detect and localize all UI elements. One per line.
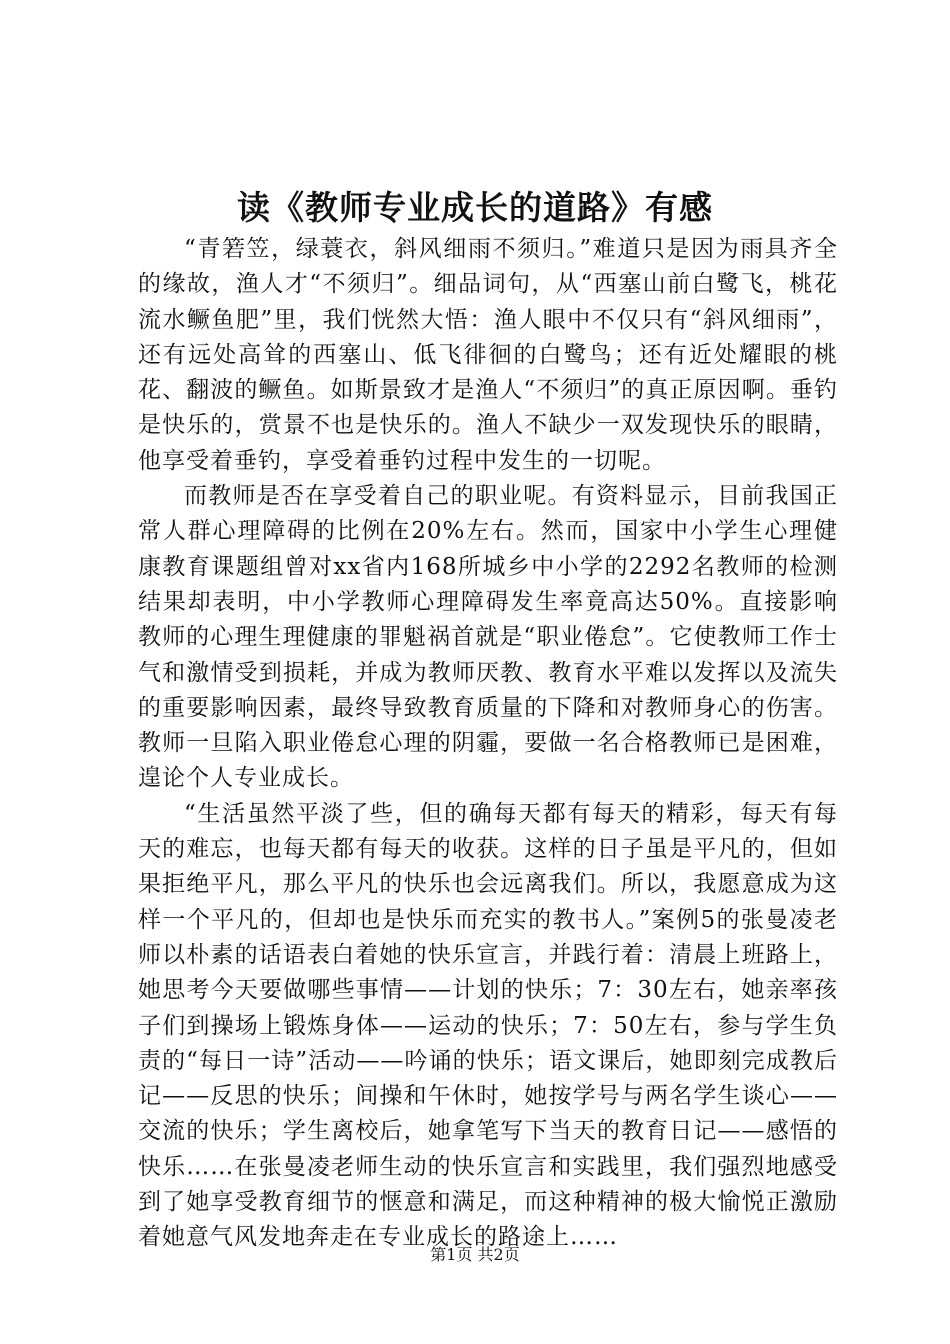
document-body — [138, 232, 838, 1256]
page-footer: 第1页 共2页 — [430, 1245, 520, 1264]
paragraph-2: 而教师是否在享受着自己的职业呢。有资料显示，目前我国正常人群心理障碍的比例在20%左右。然而，国家中小学生心理健康教育课题组曾对xx省内168所城乡中小学的2292名教师的检测结果却表明，中小学教师心理障碍发生率竟高达50%。直接影响教师的心理生理健康的罪魁祸首就是“职业倦怠”。它使教师工作士气和激情受到损耗，并成为教师厌教、教育水平难以发挥以及流失的重要影响因素，最终导致教育质量的下降和对教师身心的伤害。教师一旦陷入职业倦怠心理的阴霾，要做一名合格教师已是困难，遑论个人专业成长。 — [138, 483, 838, 792]
paragraph-1: “青箬笠，绿蓑衣，斜风细雨不须归。”难道只是因为雨具齐全的缘故，渔人才“不须归”。细品词句，从“西塞山前白鹭飞，桃花流水鳜鱼肥”里，我们恍然大悟：渔人眼中不仅只有“斜风细雨”，还有远处高耸的西塞山、低飞徘徊的白鹭鸟；还有近处耀眼的桃花、翻波的鳜鱼。如斯景致才是渔人“不须归”的真正原因啊。垂钓是快乐的，赏景不也是快乐的。渔人不缺少一双发现快乐的眼睛，他享受着垂钓，享受着垂钓过程中发生的一切呢。 — [138, 236, 838, 474]
paragraph-3: “生活虽然平淡了些，但的确每天都有每天的精彩，每天有每天的难忘，也每天都有每天的收获。这样的日子虽是平凡的，但如果拒绝平凡，那么平凡的快乐也会远离我们。所以，我愿意成为这样一个平凡的，但却也是快乐而充实的教书人。”案例5的张曼凌老师以朴素的话语表白着她的快乐宣言，并践行着：清晨上班路上，她思考今天要做哪些事情——计划的快乐；7：30左右，她亲率孩子们到操场上锻炼身体——运动的快乐；7：50左右，参与学生负责的“每日一诗”活动——吟诵的快乐；语文课后，她即刻完成教后记——反思的快乐；间操和午休时，她按学号与两名学生谈心——交流的快乐；学生离校后，她拿笔写下当天的教育日记——感悟的快乐……在张曼凌老师生动的快乐宣言和实践里，我们强烈地感受到了她享受教育细节的惬意和满足，而这种精神的极大愉悦正激励着她意气风发地奔走在专业成长的路途上…… — [138, 800, 838, 1251]
document-title: 读《教师专业成长的道路》有感 — [237, 188, 713, 227]
